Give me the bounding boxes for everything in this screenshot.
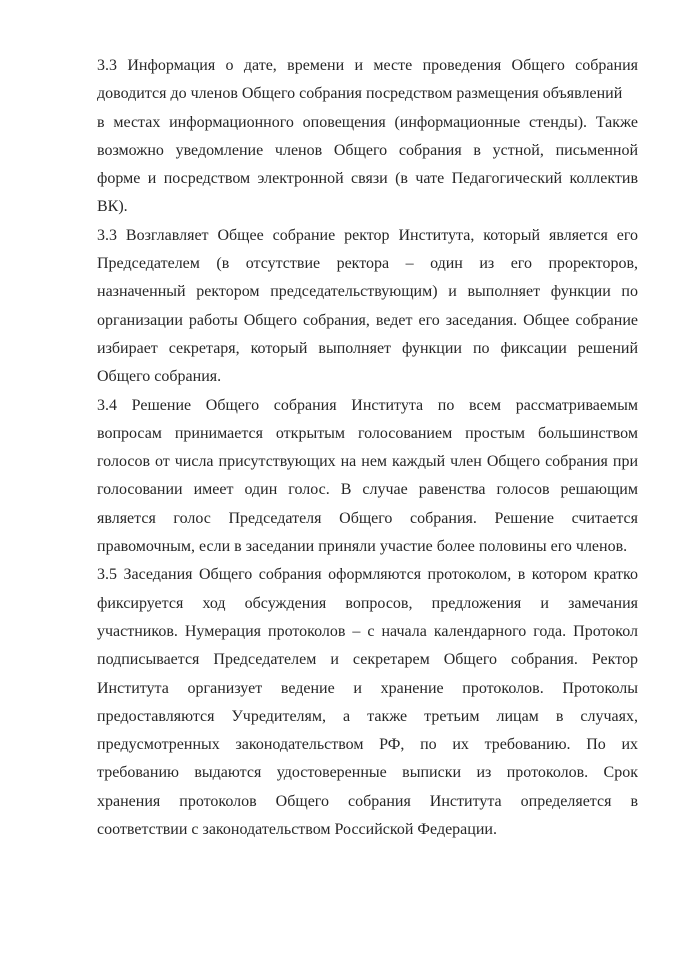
text-line: требованию выдаются удостоверенные выписки из протоколов. Срок <box>97 764 638 782</box>
paragraph-3-5-protocols <box>97 561 638 844</box>
text-line: голосовании имеет один голос. В случае равенства голосов решающим <box>97 481 638 499</box>
paragraph-3-4-voting <box>97 392 638 562</box>
text-line: назначенный ректором председательствующим) и выполняет функции по <box>97 283 638 301</box>
text-line: доводится до членов Общего собрания посредством размещения объявлений <box>97 85 623 103</box>
text-line: Общего собрания. <box>97 368 222 386</box>
text-line: 3.4 Решение Общего собрания Института по всем рассматриваемым <box>97 396 638 414</box>
text-line: Института организует ведение и хранение протоколов. Протоколы <box>97 679 638 697</box>
text-line: 3.3 Возглавляет Общее собрание ректор Института, который является его <box>97 226 638 244</box>
text-line: форме и посредством электронной связи (в чате Педагогический коллектив <box>97 170 638 188</box>
text-line: предоставляются Учредителям, а также третьим лицам в случаях, <box>97 707 638 725</box>
text-line: возможно уведомление членов Общего собрания в устной, письменной <box>97 141 638 159</box>
paragraph-3-3-information <box>97 52 638 222</box>
text-line: правомочным, если в заседании приняли участие более половины его членов. <box>97 538 628 556</box>
text-line: вопросам принимается открытым голосованием простым большинством <box>97 424 638 442</box>
text-line: соответствии с законодательством Российской Федерации. <box>97 821 497 839</box>
text-line: подписывается Председателем и секретарем Общего собрания. Ректор <box>97 651 638 669</box>
text-line: участников. Нумерация протоколов – с начала календарного года. Протокол <box>97 622 638 640</box>
text-line: голосов от числа присутствующих на нем каждый член Общего собрания при <box>97 453 638 471</box>
text-line: предусмотренных законодательством РФ, по их требованию. По их <box>97 736 638 754</box>
text-line: в местах информационного оповещения (информационные стенды). Также <box>97 113 638 131</box>
text-line: фиксируется ход обсуждения вопросов, предложения и замечания <box>97 594 638 612</box>
paragraph-3-3-chairman <box>97 222 638 392</box>
text-line: избирает секретаря, который выполняет функции по фиксации решений <box>97 339 638 357</box>
text-line: ВК). <box>97 198 128 216</box>
text-line: 3.5 Заседания Общего собрания оформляются протоколом, в котором кратко <box>97 566 638 584</box>
text-line: организации работы Общего собрания, ведет его заседания. Общее собрание <box>97 311 638 329</box>
text-line: является голос Председателя Общего собрания. Решение считается <box>97 509 638 527</box>
text-line: 3.3 Информация о дате, времени и месте проведения Общего собрания <box>97 57 638 74</box>
text-line: хранения протоколов Общего собрания Института определяется в <box>97 792 638 810</box>
document-text-block <box>97 52 638 844</box>
text-line: Председателем (в отсутствие ректора – один из его проректоров, <box>97 255 638 273</box>
